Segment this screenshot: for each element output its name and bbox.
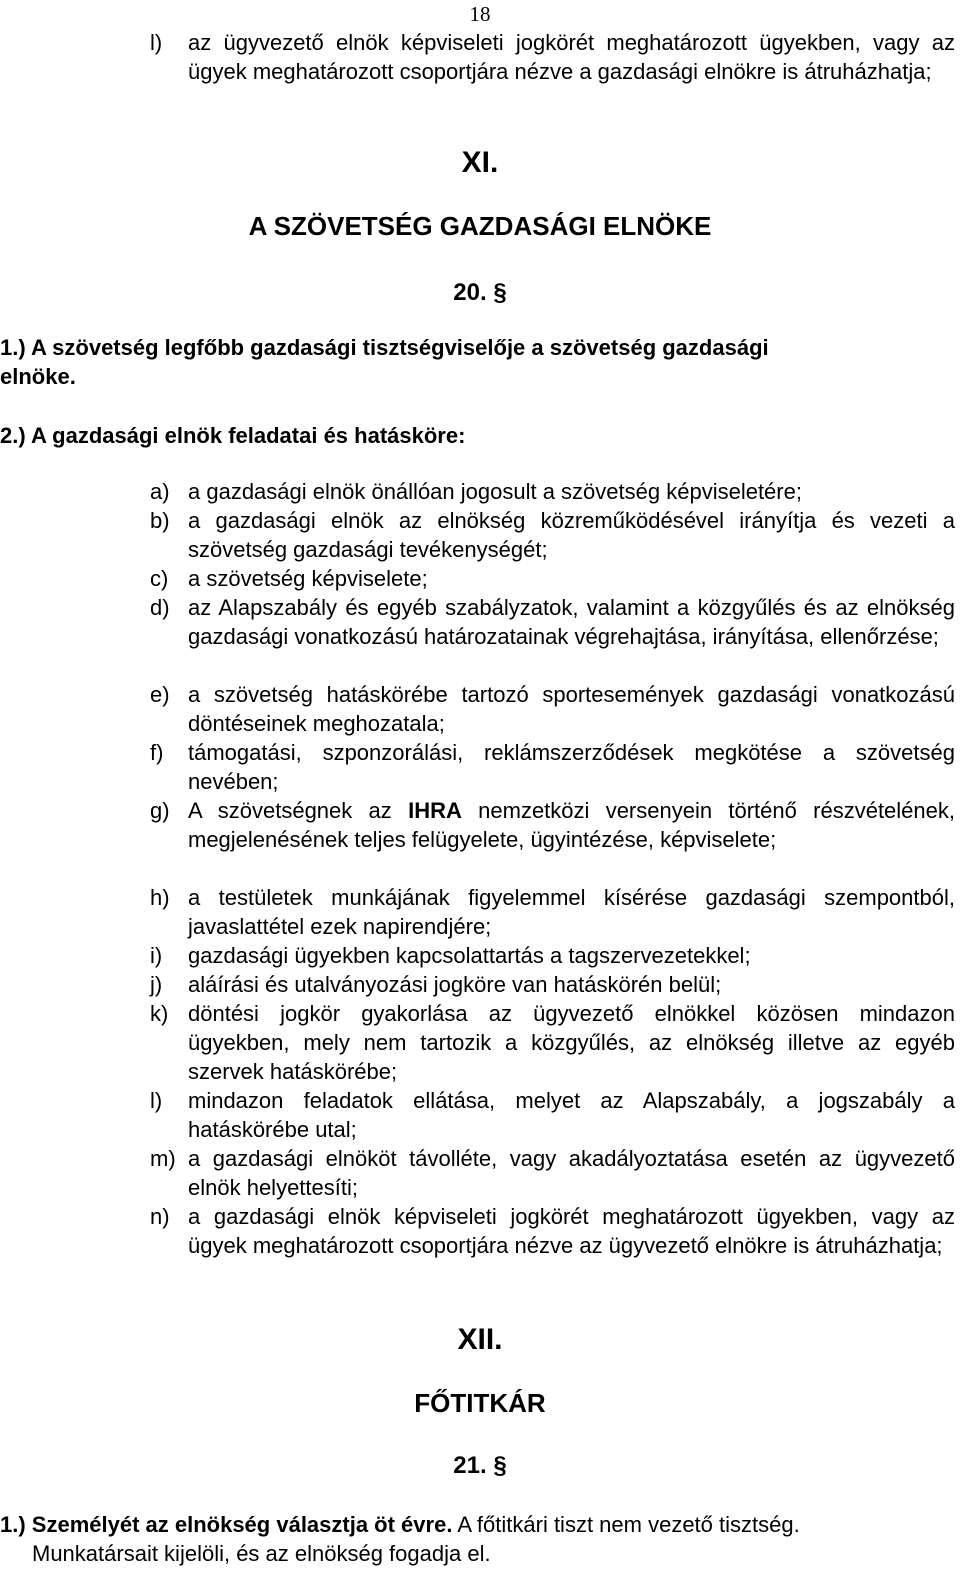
item-label: l) <box>150 30 163 55</box>
item-text: az ügyvezető elnök képviseleti jogkörét meghatározott ügyekben, vagy az ügyek meghatározott csoportjára nézve a gazdasági elnökre is átruházhatja; <box>188 30 955 84</box>
item-label: l) <box>150 1088 163 1113</box>
paragraph-1 <box>0 333 960 391</box>
section-number-text: 21. <box>453 1452 487 1479</box>
section-number: 20. § <box>453 279 507 306</box>
item-text: az Alapszabály és egyéb szabályzatok, valamint a közgyűlés és az elnökség gazdasági vonatkozású határozatainak végrehajtása, irányítása, ellenőrzése; <box>188 595 955 649</box>
paragraph-2-heading: 2.) A gazdasági elnök feladatai és hatásköre: <box>0 423 466 448</box>
item-label: j) <box>150 972 163 997</box>
item-label: h) <box>150 885 170 910</box>
ihra-bold: IHRA <box>408 798 462 823</box>
item-text: döntési jogkör gyakorlása az ügyvezető elnökkel közösen mindazon ügyekben, mely nem tartozik a közgyűlés, az elnökség illetve az egyéb szervek hatáskörébe; <box>188 1001 955 1084</box>
final-bold-text: 1.) Személyét az elnökség választja öt évre. <box>0 1512 453 1537</box>
item-label: b) <box>150 508 170 533</box>
item-text: a szövetség képviselete; <box>188 566 428 591</box>
chapter-number: XI. <box>461 146 499 179</box>
list-item <box>150 477 955 506</box>
item-text: a gazdasági elnököt távolléte, vagy akadályoztatása esetén az ügyvezető elnök helyettesíti; <box>188 1146 955 1200</box>
chapter-number: XII. <box>457 1323 503 1356</box>
paragraph-1-line1: 1.) A szövetség legfőbb gazdasági tisztségviselője a szövetség gazdasági <box>0 335 769 360</box>
item-text: aláírási és utalványozási jogköre van hatáskörén belül; <box>188 972 722 997</box>
list-item <box>150 796 955 854</box>
item-label: f) <box>150 740 164 765</box>
final-paragraph <box>0 1510 960 1568</box>
item-text: a gazdasági elnök képviseleti jogkörét meghatározott ügyekben, vagy az ügyek meghatározott csoportjára nézve az ügyvezető elnökre is átruházhatja; <box>188 1204 955 1258</box>
item-label: g) <box>150 798 170 823</box>
item-label: m) <box>150 1146 176 1171</box>
item-text <box>188 796 955 854</box>
page-number: 18 <box>469 2 491 26</box>
section-number-text: 20. <box>453 279 487 306</box>
item-label: c) <box>150 566 169 591</box>
list-item <box>150 506 955 564</box>
item-text: a gazdasági elnök önállóan jogosult a szövetség képviseletére; <box>188 479 802 504</box>
list-item <box>150 564 955 593</box>
list-item <box>150 738 955 796</box>
item-label: e) <box>150 682 170 707</box>
item-label: k) <box>150 1001 169 1026</box>
item-label: d) <box>150 595 170 620</box>
list-item <box>150 1086 955 1144</box>
item-text: gazdasági ügyekben kapcsolattartás a tagszervezetekkel; <box>188 943 751 968</box>
list-item <box>150 999 955 1086</box>
final-normal-text: A főtitkári tiszt nem vezető tisztség. <box>452 1512 800 1537</box>
item-text-before: A szövetségnek az <box>188 798 409 823</box>
paragraph-1-line2: elnöke. <box>0 364 76 389</box>
item-label: n) <box>150 1204 170 1229</box>
final-paragraph-line2: Munkatársait kijelöli, és az elnökség fogadja el. <box>32 1541 491 1566</box>
list-item <box>150 593 955 651</box>
item-text: a szövetség hatáskörébe tartozó sportesemények gazdasági vonatkozású döntéseinek meghozatala; <box>188 682 955 736</box>
final-paragraph-line1 <box>0 1510 960 1539</box>
chapter-title: FŐTITKÁR <box>414 1388 546 1418</box>
item-text-after: nemzetközi versenyein történő részvételének, megjelenésének teljes felügyelete, ügyintézése, képviselete; <box>188 798 955 852</box>
item-text: mindazon feladatok ellátása, melyet az Alapszabály, a jogszabály a hatáskörébe utal; <box>188 1088 955 1142</box>
list-item <box>150 1202 955 1260</box>
item-text: támogatási, szponzorálási, reklámszerződések megkötése a szövetség nevében; <box>188 740 955 794</box>
list-item <box>150 883 955 941</box>
list-item <box>150 941 955 970</box>
list-item <box>150 1144 955 1202</box>
list-item <box>150 28 955 86</box>
item-text: a testületek munkájának figyelemmel kísérése gazdasági szempontból, javaslattétel ezek napirendjére; <box>188 885 955 939</box>
section-number: 21. § <box>453 1452 507 1479</box>
list-item <box>150 970 955 999</box>
list-item <box>150 680 955 738</box>
item-label: i) <box>150 943 163 968</box>
item-text: a gazdasági elnök az elnökség közreműködésével irányítja és vezeti a szövetség gazdasági tevékenységét; <box>188 508 955 562</box>
chapter-title: A SZÖVETSÉG GAZDASÁGI ELNÖKE <box>248 211 712 241</box>
item-label: a) <box>150 479 170 504</box>
